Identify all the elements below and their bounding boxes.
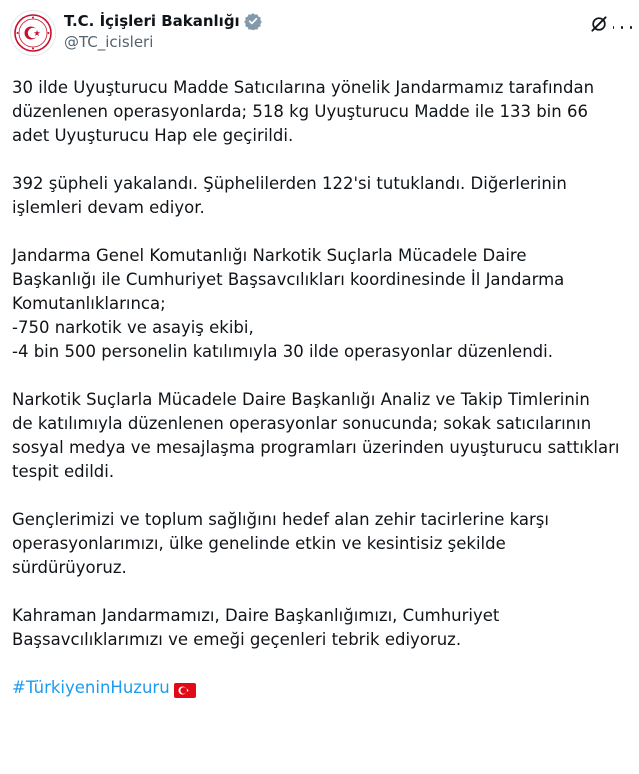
post-paragraph: Jandarma Genel Komutanlığı Narkotik Suçlarla Mücadele Daire Başkanlığı ile Cumhuriyet Başsavcılıkları koordinesinde İl Jandarma Komutanlıklarınca; -750 narkotik ve asayiş ekibi, -4 bin 500 personelin katılımıyla 30 ilde operasyonlar düzenlendi.: [12, 246, 565, 361]
handle[interactable]: @TC_icisleri: [64, 33, 154, 51]
post-paragraph: Narkotik Suçlarla Mücadele Daire Başkanlığı Analiz ve Takip Timlerinin de katılımıyla düzenlenen operasyonlar sonucunda; sokak satıcılarının sosyal medya ve mesajlaşma programları üzerinden uyuşturucu sattıkları tespit edildi.: [12, 390, 620, 481]
display-name[interactable]: T.C. İçişleri Bakanlığı: [64, 12, 240, 30]
post-paragraph: Gençlerimizi ve toplum sağlığını hedef alan zehir tacirlerine karşı operasyonlarımızı, ülke genelinde etkin ve kesintisiz şekilde sürdürüyoruz.: [12, 510, 549, 577]
post-paragraph: 30 ilde Uyuşturucu Madde Satıcılarına yönelik Jandarmamız tarafından düzenlenen operasyonlarda; 518 kg Uyuşturucu Madde ile 133 bin 66 adet Uyuşturucu Hap ele geçirildi.: [12, 78, 595, 145]
avatar[interactable]: [10, 10, 56, 56]
hashtag-link[interactable]: #TürkiyeninHuzuru: [12, 678, 170, 697]
hashtag-row: [12, 676, 632, 700]
more-icon[interactable]: [611, 14, 633, 40]
author-block: [64, 10, 262, 51]
grok-icon[interactable]: [589, 14, 609, 34]
post-paragraph: 392 şüpheli yakalandı. Şüphelilerden 122'si tutuklandı. Diğerlerinin işlemleri devam ediyor.: [12, 174, 567, 217]
ministry-emblem-icon: [13, 13, 53, 53]
post-body: [12, 76, 632, 700]
verified-badge-icon[interactable]: [244, 12, 262, 30]
turkey-flag-icon: [174, 681, 196, 696]
post-header: [0, 0, 639, 70]
post-paragraph: Kahraman Jandarmamızı, Daire Başkanlığımızı, Cumhuriyet Başsavcılıklarımızı ve emeği geçenleri tebrik ediyoruz.: [12, 606, 500, 649]
name-row: [64, 10, 262, 32]
